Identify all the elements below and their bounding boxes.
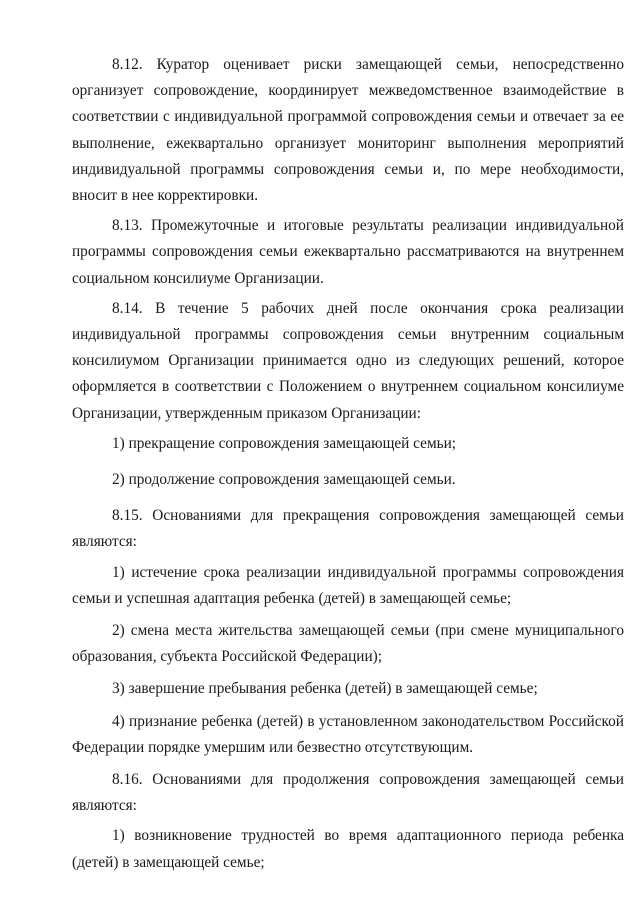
paragraph-8-16: 8.16. Основаниями для продолжения сопровождения замещающей семьи являются:: [72, 771, 624, 815]
decision-item-1: 1) прекращение сопровождения замещающей семьи;: [112, 434, 457, 452]
paragraph-8-14: 8.14. В течение 5 рабочих дней после окончания срока реализации индивидуальной программы сопровождения семьи внутренним социальным консилиумом Организации принимается одно из следующих решений, которое оформляется в соответствии с Положением о внутреннем социальном консилиуме Организации, утвержденным приказом Организации:: [72, 299, 624, 422]
termination-ground-3: 3) завершение пребывания ребенка (детей) в замещающей семье;: [112, 680, 538, 698]
termination-ground-4: 4) признание ребенка (детей) в установленном законодательством Российской Федерации порядке умершим или безвестно отсутствующим.: [72, 712, 624, 756]
document-body: [72, 52, 624, 882]
paragraph-8-12: 8.12. Куратор оценивает риски замещающей семьи, непосредственно организует сопровождение, координирует межведомственное взаимодействие в соответствии с индивидуальной программой сопровождения семьи и отвечает за ее выполнение, ежеквартально организует мониторинг выполнения мероприятий индивидуальной программы сопровождения семьи и, по мере необходимости, вносит в нее корректировки.: [72, 56, 624, 205]
termination-ground-1: 1) истечение срока реализации индивидуальной программы сопровождения семьи и успешная адаптация ребенка (детей) в замещающей семье;: [72, 563, 624, 607]
paragraph-8-15: 8.15. Основаниями для прекращения сопровождения замещающей семьи являются:: [72, 507, 624, 551]
paragraph-8-13: 8.13. Промежуточные и итоговые результаты реализации индивидуальной программы сопровождения семьи ежеквартально рассматриваются на внутреннем социальном консилиуме Организации.: [72, 217, 624, 287]
decision-item-2: 2) продолжение сопровождения замещающей семьи.: [112, 471, 456, 489]
continuation-ground-1: 1) возникновение трудностей во время адаптационного периода ребенка (детей) в замещающей семье;: [72, 827, 624, 871]
termination-ground-2: 2) смена места жительства замещающей семьи (при смене муниципального образования, субъекта Российской Федерации);: [72, 622, 624, 666]
